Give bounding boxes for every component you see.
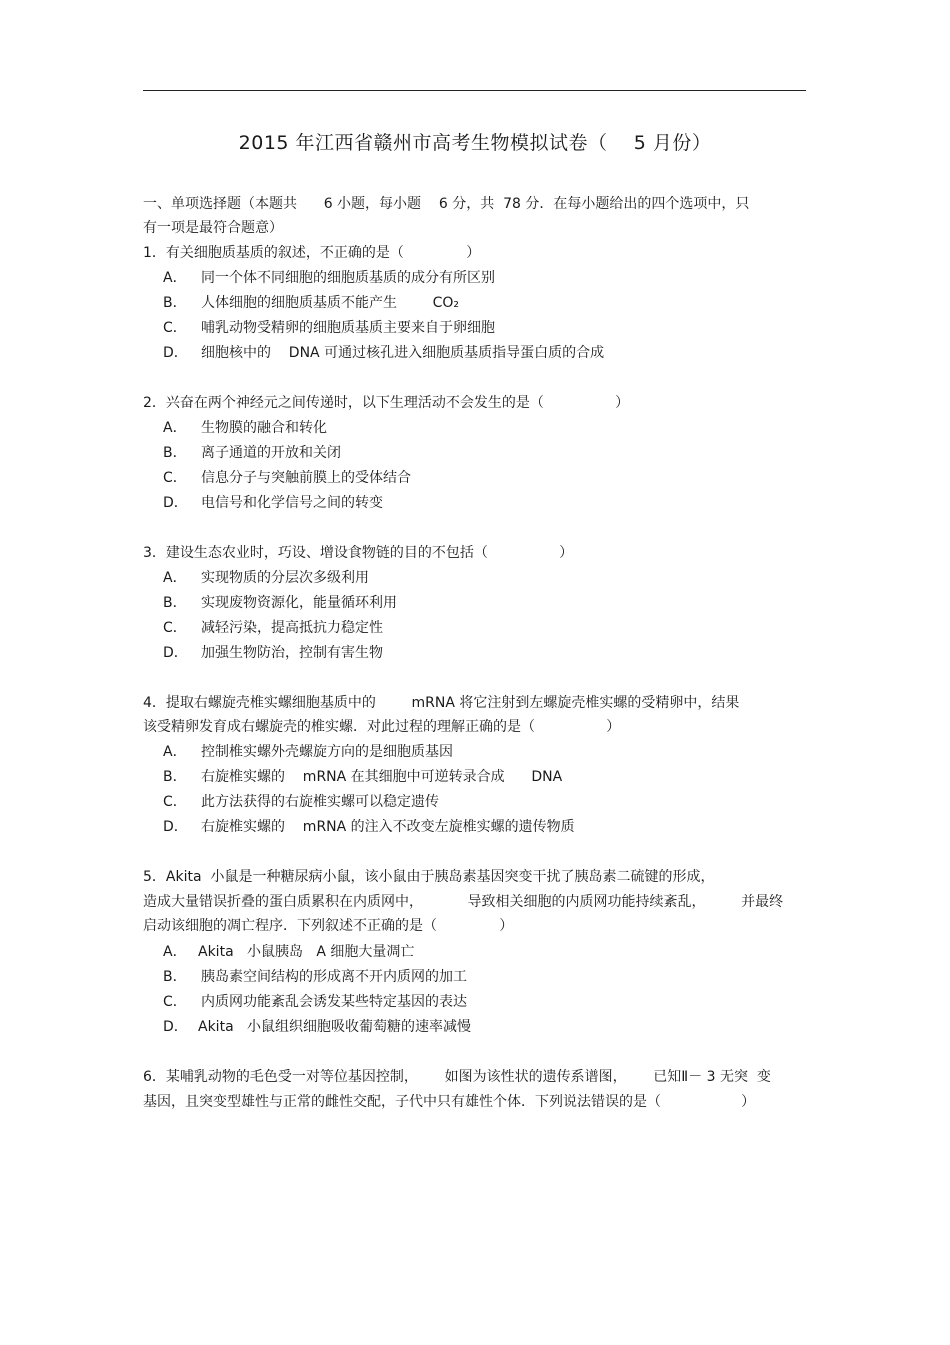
question-1-stem: 1．有关细胞质基质的叙述，不正确的是（ ）: [143, 245, 481, 261]
option-text: 细胞核中的 DNA 可通过核孔进入细胞质基质指导蛋白质的合成: [201, 345, 605, 361]
option-text: 减轻污染，提高抵抗力稳定性: [201, 620, 383, 636]
option-label: D．: [163, 345, 188, 361]
option-text: 加强生物防治，控制有害生物: [201, 645, 383, 661]
question-1-option-d: [163, 344, 605, 398]
option-label: B．: [163, 969, 187, 985]
option-label: A．: [163, 570, 187, 586]
option-text: Akita 小鼠组织细胞吸收葡萄糖的速率减慢: [198, 1019, 471, 1035]
option-label: B．: [163, 595, 187, 611]
question-2-stem: 2．兴奋在两个神经元之间传递时，以下生理活动不会发生的是（ ）: [143, 395, 630, 411]
option-text: 生物膜的融合和转化: [201, 420, 327, 436]
option-label: A．: [163, 270, 187, 286]
option-text: Akita 小鼠胰岛 A 细胞大量凋亡: [198, 944, 415, 960]
question-4-stem-line-1: 4．提取右螺旋壳椎实螺细胞基质中的 mRNA 将它注射到左螺旋壳椎实螺的受精卵中，结果: [143, 695, 740, 711]
option-label: D．: [163, 495, 188, 511]
option-text: 右旋椎实螺的 mRNA 在其细胞中可逆转录合成 DNA: [201, 769, 563, 785]
option-label: C．: [163, 320, 187, 336]
section-heading-line-1: 一、单项选择题（本题共 6 小题，每小题 6 分，共 78 分．在每小题给出的四个选项中，只: [143, 196, 750, 212]
option-text: 实现废物资源化，能量循环利用: [201, 595, 397, 611]
option-label: C．: [163, 470, 187, 486]
question-5-stem-line-3: 启动该细胞的凋亡程序．下列叙述不正确的是（ ）: [143, 918, 514, 934]
option-text: 电信号和化学信号之间的转变: [201, 495, 383, 511]
question-5-stem-line-2: 造成大量错误折叠的蛋白质累积在内质网中， 导致相关细胞的内质网功能持续紊乱， 并最终: [143, 894, 784, 910]
option-text: 内质网功能紊乱会诱发某些特定基因的表达: [201, 994, 467, 1010]
section-heading-line-2: 有一项是最符合题意）: [143, 220, 283, 236]
question-2-option-d: [163, 494, 383, 548]
option-label: C．: [163, 620, 187, 636]
page-title: 2015 年江西省赣州市高考生物模拟试卷（ 5 月份）: [238, 132, 712, 154]
question-6-stem-line-2: 基因，且突变型雄性与正常的雌性交配，子代中只有雄性个体．下列说法错误的是（ ）: [143, 1094, 756, 1110]
option-text: 控制椎实螺外壳螺旋方向的是细胞质基因: [201, 744, 453, 760]
option-label: B．: [163, 295, 187, 311]
question-3-stem: 3．建设生态农业时，巧设、增设食物链的目的不包括（ ）: [143, 545, 574, 561]
option-text: 右旋椎实螺的 mRNA 的注入不改变左旋椎实螺的遗传物质: [201, 819, 575, 835]
option-label: C．: [163, 794, 187, 810]
question-4-stem-line-2: 该受精卵发育成右螺旋壳的椎实螺．对此过程的理解正确的是（ ）: [143, 719, 621, 735]
question-5-option-d: [163, 1018, 471, 1072]
option-label: B．: [163, 769, 187, 785]
option-text: 哺乳动物受精卵的细胞质基质主要来自于卵细胞: [201, 320, 495, 336]
option-label: A．: [163, 944, 187, 960]
option-text: 信息分子与突触前膜上的受体结合: [201, 470, 411, 486]
question-5-stem-line-1: 5．Akita 小鼠是一种糖尿病小鼠，该小鼠由于胰岛素基因突变干扰了胰岛素二硫键的形成，: [143, 869, 715, 885]
option-text: 胰岛素空间结构的形成离不开内质网的加工: [201, 969, 467, 985]
option-text: 人体细胞的细胞质基质不能产生 CO₂: [201, 295, 460, 311]
option-text: 此方法获得的右旋椎实螺可以稳定遗传: [201, 794, 439, 810]
option-text: 同一个体不同细胞的细胞质基质的成分有所区别: [201, 270, 495, 286]
option-label: B．: [163, 445, 187, 461]
option-label: D．: [163, 645, 188, 661]
header-rule: [143, 90, 806, 91]
option-label: D．: [163, 1019, 188, 1035]
option-label: C．: [163, 994, 187, 1010]
option-text: 离子通道的开放和关闭: [201, 445, 341, 461]
question-3-option-d: [163, 644, 383, 698]
option-text: 实现物质的分层次多级利用: [201, 570, 369, 586]
option-label: A．: [163, 420, 187, 436]
question-4-option-d: [163, 818, 575, 872]
option-label: A．: [163, 744, 187, 760]
question-6-stem-line-1: 6．某哺乳动物的毛色受一对等位基因控制， 如图为该性状的遗传系谱图， 已知Ⅱ－ 3 无突 变: [143, 1069, 771, 1085]
option-label: D．: [163, 819, 188, 835]
